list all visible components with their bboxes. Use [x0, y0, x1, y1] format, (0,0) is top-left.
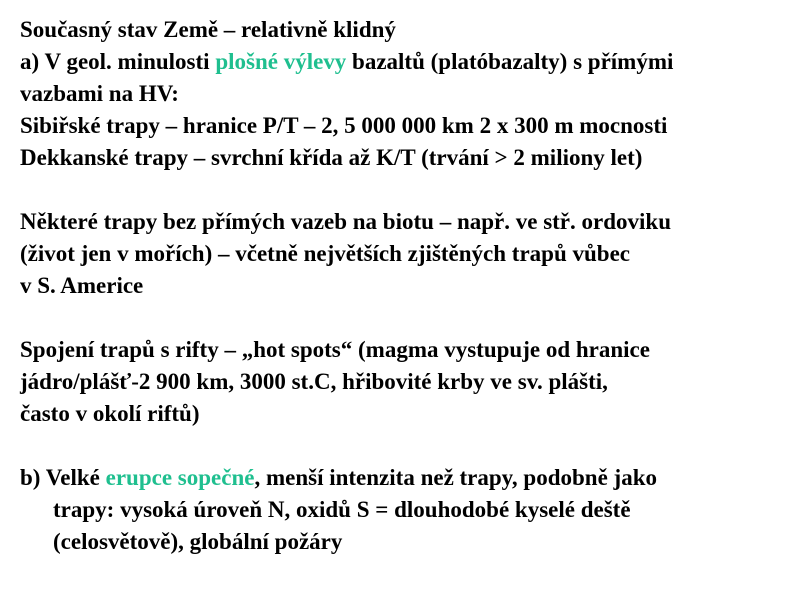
text-segment: v S. Americe	[20, 273, 144, 298]
text-segment: trapy: vysoká úroveň N, oxidů S = dlouhodobé kyselé deště	[53, 497, 631, 522]
paragraph-b-line-2	[53, 496, 631, 524]
text-segment: (celosvětově), globální požáry	[53, 529, 343, 554]
text-segment: Spojení trapů s rifty – „hot spots“ (magma vystupuje od hranice	[20, 337, 650, 362]
text-segment: často v okolí riftů)	[20, 401, 200, 426]
text-segment: (život jen v mořích) – včetně největších zjištěných trapů vůbec	[20, 241, 631, 266]
text-segment: bazaltů (platóbazalty) s přímými	[346, 49, 674, 74]
deccan-traps-line	[20, 144, 642, 172]
text-segment: Některé trapy bez přímých vazeb na biotu – např. ve stř. ordoviku	[20, 209, 671, 234]
paragraph-a-line-1	[20, 48, 673, 76]
text-segment: Dekkanské trapy – svrchní křída až K/T (trvání > 2 miliony let)	[20, 145, 643, 170]
heading-current-state	[20, 16, 396, 44]
ordovician-traps-line-3	[20, 272, 143, 300]
text-segment: Sibiřské trapy – hranice P/T – 2, 5 000 000 km 2 x 300 m mocnosti	[20, 113, 668, 138]
hot-spots-line-2	[20, 368, 608, 396]
siberian-traps-line	[20, 112, 667, 140]
ordovician-traps-line-2	[20, 240, 630, 268]
heading-text: Současný stav Země – relativně klidný	[20, 17, 396, 42]
paragraph-b-line-3	[53, 528, 342, 556]
hot-spots-line-1	[20, 336, 650, 364]
text-segment: , menší intenzita než trapy, podobně jako	[254, 465, 657, 490]
hot-spots-line-3	[20, 400, 200, 428]
paragraph-b-line-1	[20, 464, 657, 492]
text-segment: jádro/plášť-2 900 km, 3000 st.C, hřibovité krby ve sv. plášti,	[20, 369, 608, 394]
text-segment: vazbami na HV:	[20, 81, 179, 106]
highlight-plosne-vylevy: plošné výlevy	[215, 49, 347, 74]
text-segment: b) Velké	[20, 465, 106, 490]
ordovician-traps-line-1	[20, 208, 671, 236]
text-segment: a) V geol. minulosti	[20, 49, 216, 74]
highlight-erupce-sopecne: erupce sopečné	[105, 465, 255, 490]
paragraph-a-line-2	[20, 80, 179, 108]
